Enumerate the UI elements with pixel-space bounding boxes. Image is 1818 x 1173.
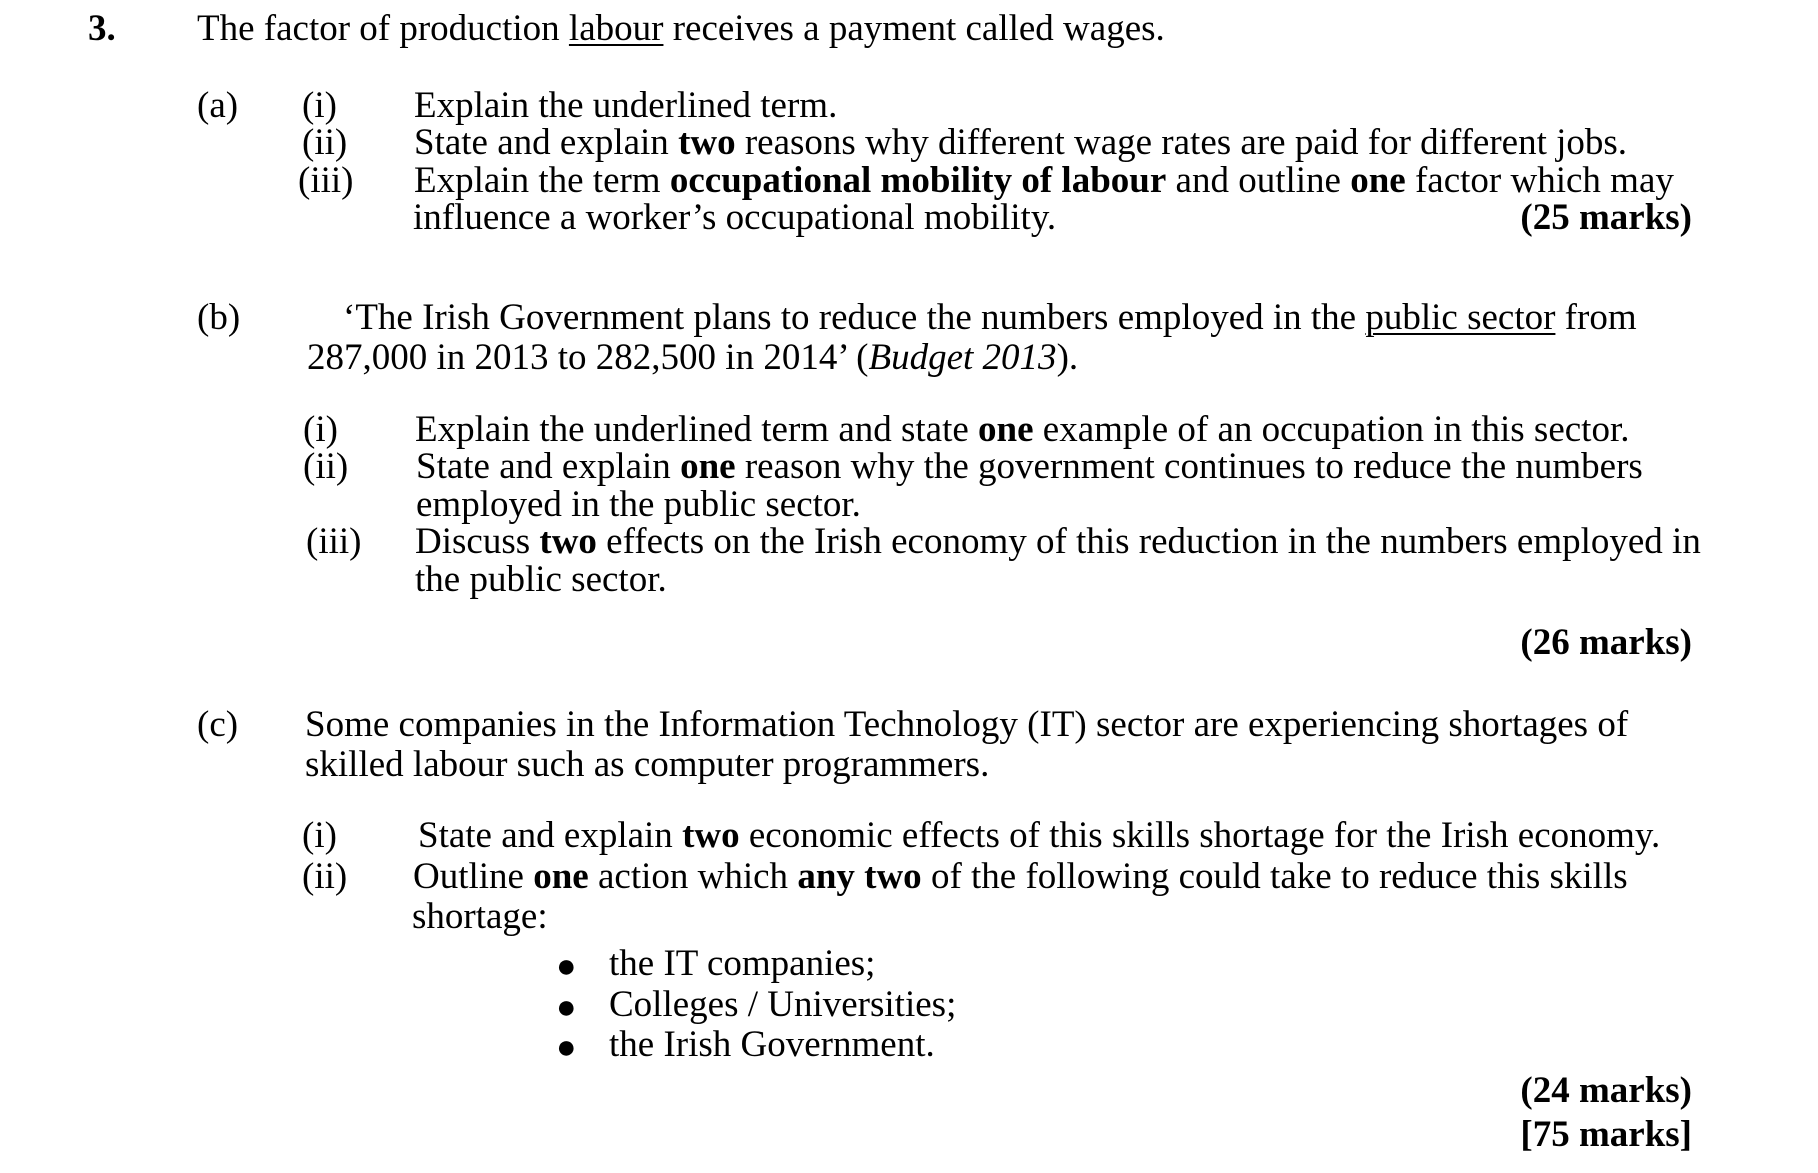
part-c-intro-line-2: skilled labour such as computer programmers. bbox=[305, 744, 990, 785]
part-c-item-i-label: (i) bbox=[302, 815, 337, 856]
part-c-item-i-text: State and explain two economic effects of this skills shortage for the Irish economy. bbox=[418, 815, 1661, 856]
bullet-icon: ● bbox=[556, 948, 577, 985]
part-b-item-ii-text: State and explain one reason why the government continues to reduce the numbers bbox=[416, 446, 1643, 487]
part-b-marks: (26 marks) bbox=[1520, 622, 1692, 663]
part-b-label: (b) bbox=[197, 297, 241, 338]
part-b-item-ii-text-cont: employed in the public sector. bbox=[416, 484, 861, 525]
bullet-icon: ● bbox=[556, 989, 577, 1026]
bullet-item-2: Colleges / Universities; bbox=[609, 984, 957, 1025]
part-a-label: (a) bbox=[197, 85, 239, 126]
question-number: 3. bbox=[88, 8, 116, 49]
part-c-label: (c) bbox=[197, 704, 239, 745]
part-b-item-i-text: Explain the underlined term and state one example of an occupation in this sector. bbox=[415, 409, 1630, 450]
part-c-marks: (24 marks) bbox=[1520, 1070, 1692, 1111]
part-b-item-i-label: (i) bbox=[303, 409, 338, 450]
part-a-item-i-label: (i) bbox=[302, 85, 337, 126]
part-b-intro-line-2: 287,000 in 2013 to 282,500 in 2014’ (Budget 2013). bbox=[307, 337, 1079, 378]
part-a-item-iii-text: Explain the term occupational mobility of labour and outline one factor which may bbox=[414, 160, 1674, 201]
total-marks: [75 marks] bbox=[1520, 1114, 1692, 1155]
bullet-item-3: the Irish Government. bbox=[609, 1024, 935, 1065]
question-intro-text: The factor of production labour receives a payment called wages. bbox=[197, 8, 1165, 49]
part-c-intro-line-1: Some companies in the Information Technology (IT) sector are experiencing shortages of bbox=[305, 704, 1629, 745]
part-b-item-ii-label: (ii) bbox=[303, 446, 349, 487]
part-c-item-ii-label: (ii) bbox=[302, 856, 348, 897]
part-b-item-iii-text-cont: the public sector. bbox=[415, 559, 667, 600]
part-b-item-iii-text: Discuss two effects on the Irish economy of this reduction in the numbers employed in bbox=[415, 521, 1701, 562]
part-a-item-iii-text-cont: influence a worker’s occupational mobility. bbox=[413, 197, 1057, 238]
part-b-intro-line-1: ‘The Irish Government plans to reduce the numbers employed in the public sector from bbox=[343, 297, 1637, 338]
part-a-item-ii-text: State and explain two reasons why different wage rates are paid for different jobs. bbox=[414, 122, 1628, 163]
part-b-item-iii-label: (iii) bbox=[306, 521, 362, 562]
part-a-marks: (25 marks) bbox=[1520, 197, 1692, 238]
bullet-item-1: the IT companies; bbox=[609, 943, 876, 984]
part-a-item-iii-label: (iii) bbox=[298, 160, 354, 201]
part-c-item-ii-text-cont: shortage: bbox=[412, 896, 548, 937]
bullet-icon: ● bbox=[556, 1029, 577, 1066]
part-a-item-ii-label: (ii) bbox=[302, 122, 348, 163]
part-c-item-ii-text: Outline one action which any two of the following could take to reduce this skills bbox=[413, 856, 1628, 897]
part-a-item-i-text: Explain the underlined term. bbox=[414, 85, 838, 126]
